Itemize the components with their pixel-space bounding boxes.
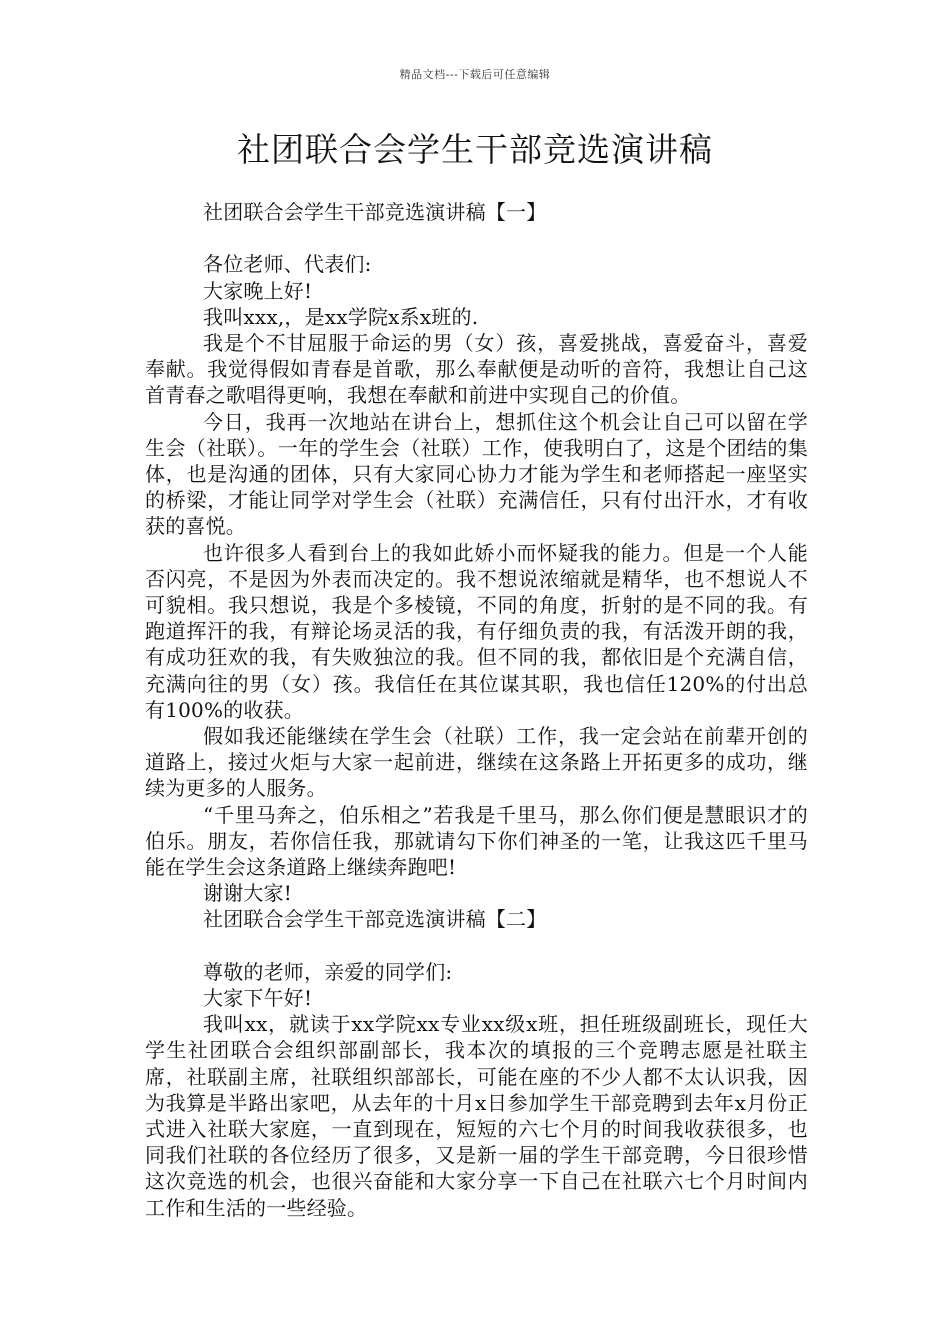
paragraph: “千里马奔之，伯乐相之”若我是千里马，那么你们便是慧眼识才的伯乐。朋友，若你信任我，那就请勾下你们神圣的一笔，让我这匹千里马能在学生会这条道路上继续奔跑吧! <box>145 802 808 880</box>
paragraph: 我叫xx，就读于xx学院xx专业xx级x班，担任班级副班长，现任大学生社团联合会组织部副部长，我本次的填报的三个竞聘志愿是社联主席，社联副主席，社联组织部部长，可能在座的不少人都不太认识我，因为我算是半路出家吧，从去年的十月x日参加学生干部竞聘到去年x月份正式进入社联大家庭，一直到现在，短短的六七个月的时间我收获很多，也同我们社联的各位经历了很多，又是新一届的学生干部竞聘，今日很珍惜这次竞选的机会，也很兴奋能和大家分享一下自己在社联六七个月时间内工作和生活的一些经验。 <box>145 1012 808 1220</box>
section-heading-2: 社团联合会学生干部竞选演讲稿【二】 <box>203 907 547 932</box>
blank-line <box>145 933 808 959</box>
page-header: 精品文档---下载后可任意编辑 <box>399 68 551 81</box>
document-title: 社团联合会学生干部竞选演讲稿 <box>237 130 713 169</box>
paragraph: 大家晚上好! <box>203 278 313 303</box>
blank-line <box>145 225 808 251</box>
paragraph: 大家下午好! <box>203 986 313 1011</box>
paragraph: 尊敬的老师，亲爱的同学们: <box>203 959 453 984</box>
paragraph: 假如我还能继续在学生会（社联）工作，我一定会站在前辈开创的道路上，接过火炬与大家一起前进，继续在这条路上开拓更多的成功，继续为更多的人服务。 <box>145 724 808 801</box>
paragraph: 今日，我再一次地站在讲台上，想抓住这个机会让自己可以留在学生会（社联）。一年的学生会（社联）工作，使我明白了，这是个团结的集体，也是沟通的团体，只有大家同心协力才能为学生和老师搭起一座坚实的桥梁，才能让同学对学生会（社联）充满信任，只有付出汗水，才有收获的喜悦。 <box>145 409 808 539</box>
paragraph: 我叫xxx,，是xx学院x系x班的. <box>203 304 479 329</box>
document-body <box>145 196 808 1221</box>
paragraph: 也许很多人看到台上的我如此娇小而怀疑我的能力。但是一个人能否闪亮，不是因为外表而决定的。我不想说浓缩就是精华，也不想说人不可貌相。我只想说，我是个多棱镜，不同的角度，折射的是不同的我。有跑道挥汗的我，有辩论场灵活的我，有仔细负责的我，有活泼开朗的我，有成功狂欢的我，有失败独泣的我。但不同的我，都依旧是个充满自信，充满向往的男（女）孩。我信任在其位谋其职，我也信任120%的付出总有100%的收获。 <box>145 540 808 722</box>
paragraph: 我是个不甘屈服于命运的男（女）孩，喜爱挑战，喜爱奋斗，喜爱奉献。我觉得假如青春是首歌，那么奉献便是动听的音符，我想让自己这首青春之歌唱得更响，我想在奉献和前进中实现自己的价值。 <box>145 331 808 408</box>
paragraph: 各位老师、代表们: <box>203 252 372 277</box>
section-heading-1: 社团联合会学生干部竞选演讲稿【一】 <box>203 200 547 224</box>
paragraph: 谢谢大家! <box>203 881 293 906</box>
